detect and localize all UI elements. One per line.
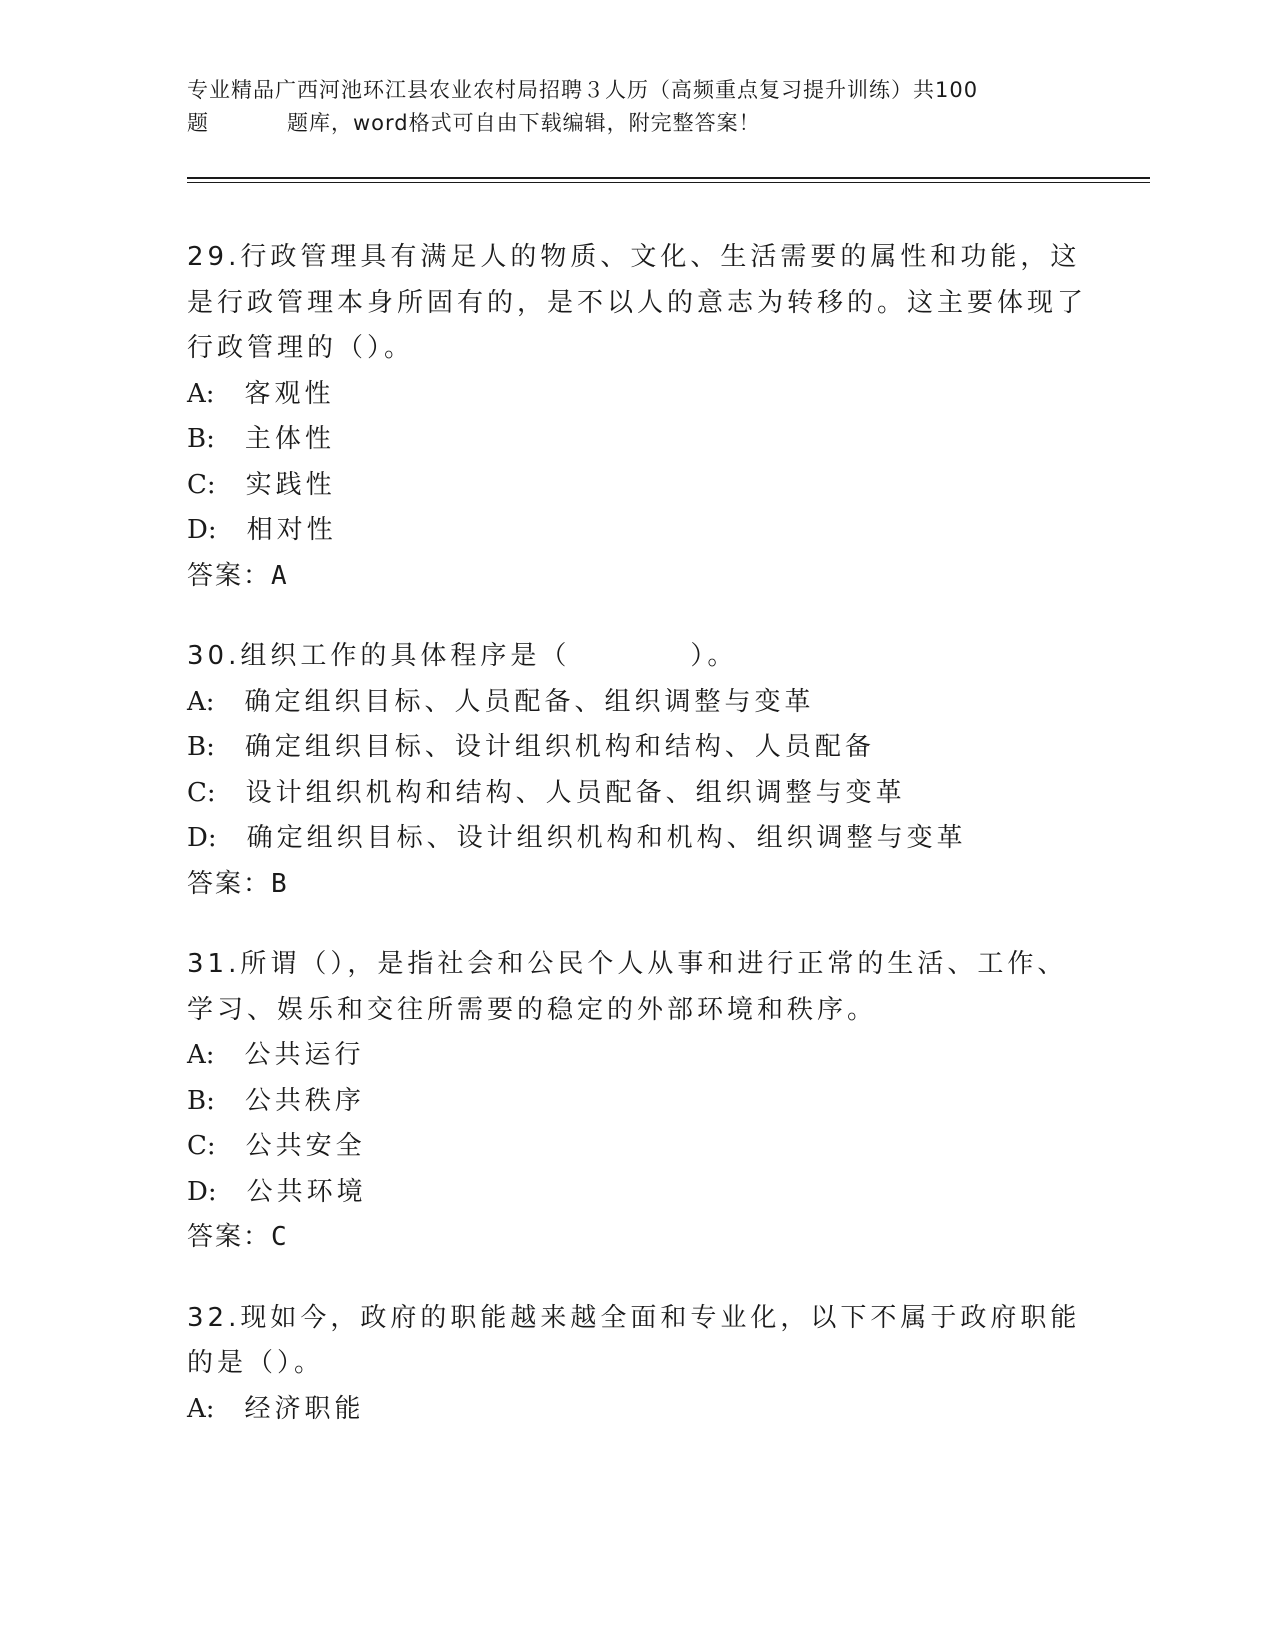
option-letter: C: [187,777,216,808]
option-text: 公共安全 [245,1131,366,1161]
option-b [187,1079,1087,1125]
header-title-line-2-right: 题库，word格式可自由下载编辑，附完整答案！ [287,111,761,135]
option-text: 实践性 [245,469,336,500]
option-b [187,725,1087,771]
question-stem: 29.行政管理具有满足人的物质、文化、生活需要的属性和功能，这是行政管理本身所固有的，是不以人的意志为转移的。这主要体现了行政管理的（）。 [187,242,1088,363]
header-title-line-2-left: 题 [187,111,209,135]
option-letter: D: [187,823,217,853]
question-stem: 31.所谓（），是指社会和公民个人从事和进行正常的生活、工作、学习、娱乐和交往所需要的稳定的外部环境和秩序。 [187,949,1068,1025]
answer-label: 答案： [187,560,272,591]
option-letter: B: [187,424,215,454]
option-letter: A: [187,1393,215,1424]
option-text: 确定组织目标、设计组织机构和结构、人员配备 [244,732,875,762]
option-text: 确定组织目标、人员配备、组织调整与变革 [244,686,815,717]
question-30 [187,634,1087,907]
option-text: 经济职能 [244,1393,365,1424]
option-text: 公共运行 [244,1040,365,1070]
option-a [187,1387,1087,1433]
option-letter: A: [187,1040,215,1070]
question-stem-before-blank: 30.组织工作的具体程序是（ [187,641,571,671]
option-d [187,1170,1087,1216]
answer-line [187,554,1087,600]
option-letter: A: [187,686,215,717]
header-title-line-2 [187,107,1087,140]
option-letter: D: [187,1176,217,1207]
question-31 [187,942,1087,1261]
option-c [187,1124,1087,1170]
option-text: 公共秩序 [244,1085,365,1116]
option-text: 设计组织机构和结构、人员配备、组织调整与变革 [245,777,906,808]
header-divider-thin [187,182,1150,183]
answer-line [187,1215,1087,1261]
option-a [187,372,1087,418]
option-a [187,680,1087,726]
question-29 [187,235,1087,599]
option-a [187,1033,1087,1079]
option-letter: B: [187,732,215,762]
option-letter: C: [187,1131,216,1161]
question-stem [187,634,1087,680]
question-stem-after-blank: ）。 [690,641,738,671]
answer-value: B [271,868,287,899]
option-text: 相对性 [246,515,337,545]
question-list [187,235,1087,1467]
answer-line [187,862,1087,908]
question-stem: 32.现如今，政府的职能越来越全面和专业化，以下不属于政府职能的是（）。 [187,1302,1081,1378]
option-b [187,417,1087,463]
option-letter: C: [187,469,216,500]
option-letter: B: [187,1085,215,1116]
option-letter: A: [187,378,215,409]
option-c [187,771,1087,817]
option-d [187,816,1087,862]
option-text: 确定组织目标、设计组织机构和机构、组织调整与变革 [246,823,967,853]
header-divider-thick [187,177,1150,179]
option-text: 公共环境 [246,1176,367,1207]
answer-label: 答案： [187,868,272,899]
option-d [187,508,1087,554]
document-header [187,74,1087,140]
answer-value: A [271,560,287,591]
option-letter: D: [187,515,217,545]
answer-value: C [271,1222,287,1252]
option-c [187,463,1087,509]
question-32 [187,1296,1087,1433]
option-text: 主体性 [244,424,335,454]
option-text: 客观性 [244,378,335,409]
answer-label: 答案： [187,1222,272,1252]
header-title-line-1: 专业精品广西河池环江县农业农村局招聘３人历（高频重点复习提升训练）共100 [187,78,979,102]
